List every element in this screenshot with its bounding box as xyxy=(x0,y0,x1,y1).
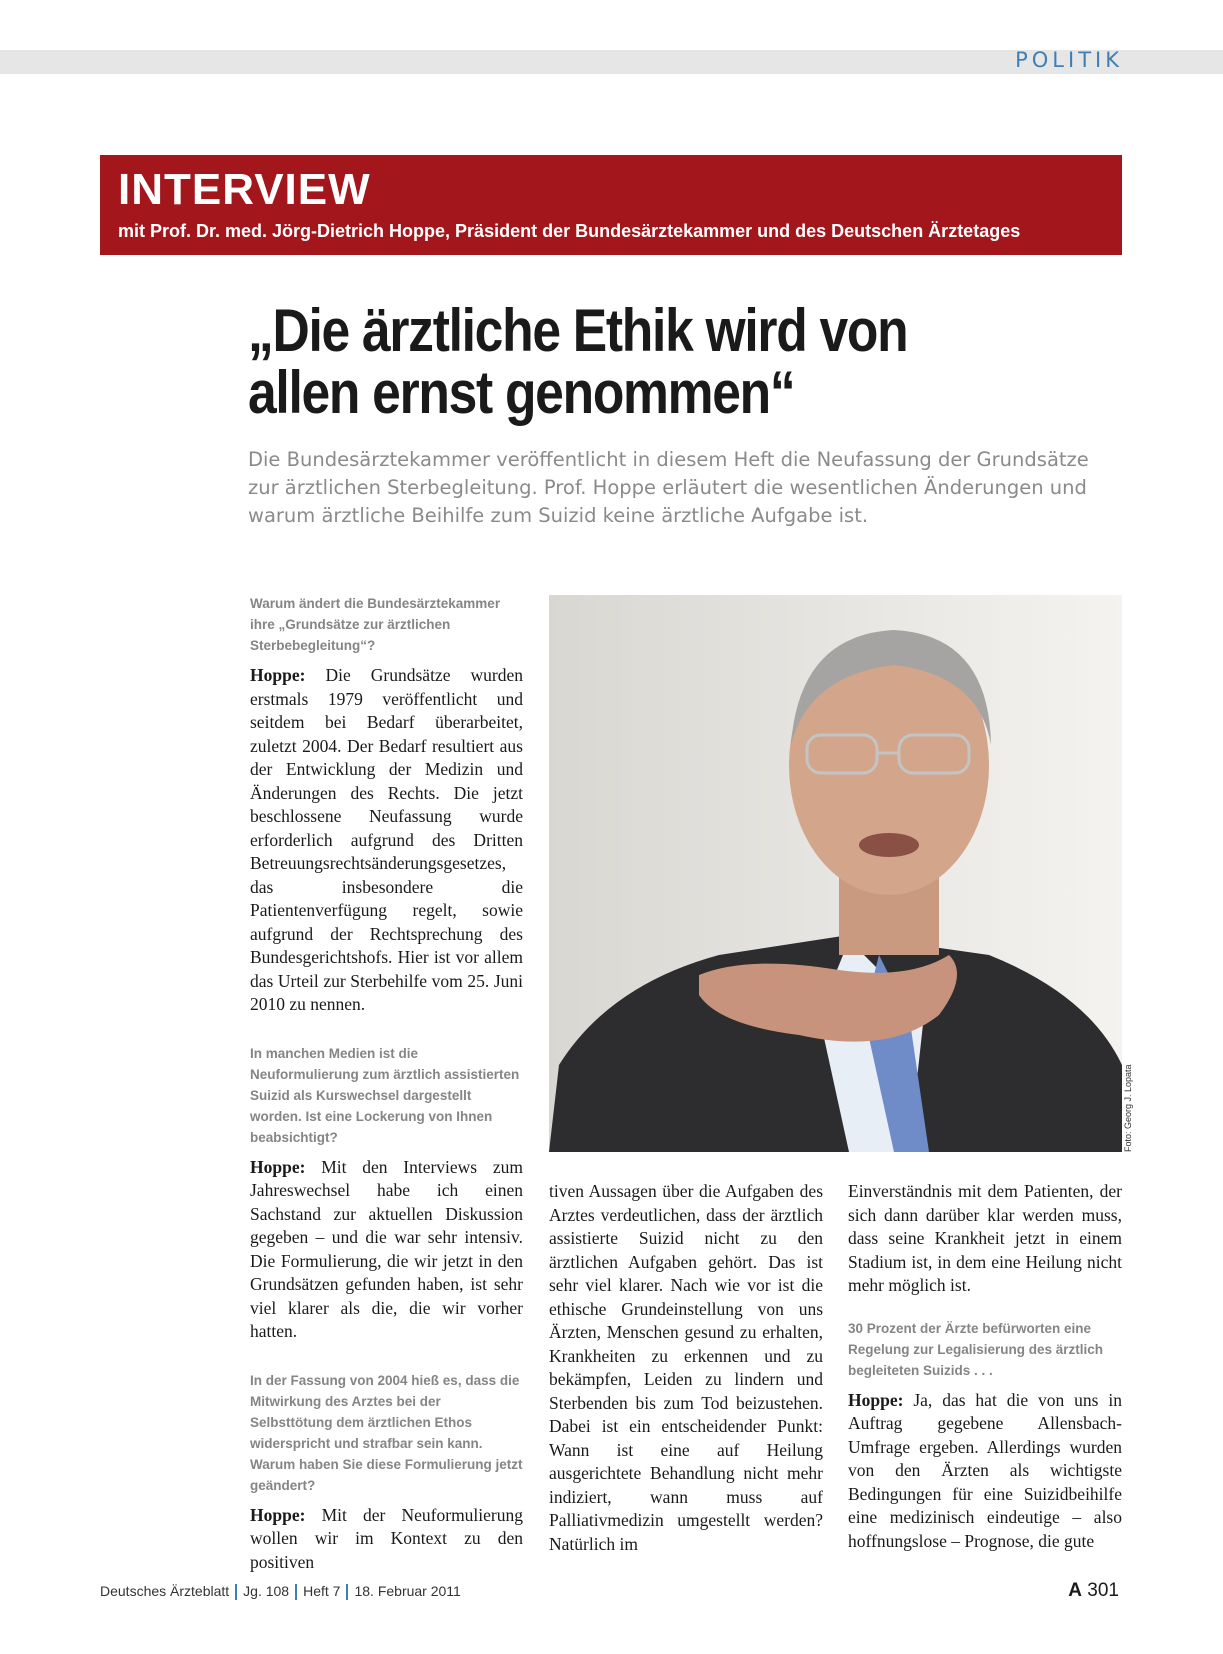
journal-date: 18. Februar 2011 xyxy=(354,1583,461,1599)
portrait-illustration xyxy=(549,595,1122,1152)
question-3: In der Fassung von 2004 hieß es, dass die Mitwirkung des Arztes bei der Selbsttötung dem ärztlichen Ethos widerspricht und strafbar sein kann. Warum haben Sie diese Formulierung jetzt geändert? xyxy=(250,1372,523,1493)
banner-title: INTERVIEW xyxy=(118,165,371,214)
speaker-label: Hoppe: xyxy=(250,665,306,685)
question-4: 30 Prozent der Ärzte befürworten eine Regelung zur Legalisierung des ärztlich begleiteten Suizids . . . xyxy=(848,1320,1104,1378)
footer-separator xyxy=(346,1584,348,1600)
journal-volume: Jg. 108 xyxy=(243,1583,290,1599)
column-1 xyxy=(250,593,523,1574)
answer-4 xyxy=(848,1389,1122,1554)
article-headline: „Die ärztliche Ethik wird von allen ernst genommen“ xyxy=(248,297,908,426)
column-2 xyxy=(549,1180,823,1556)
column-3-text: Einverständnis mit dem Patienten, der sich dann darüber klar werden muss, dass seine Krankheit jetzt in einem Stadium ist, in dem eine Heilung nicht mehr möglich ist. xyxy=(848,1181,1122,1295)
speaker-label: Hoppe: xyxy=(250,1156,306,1177)
answer-3 xyxy=(250,1504,523,1575)
answer-text: Mit den Interviews zum Jahreswechsel habe ich einen Sachstand zur aktuellen Diskussion gegeben – und die war sehr intensiv. Die Formulierung, die wir jetzt in den Grundsätzen gefunden haben, ist sehr viel klarer als die, die wir vorher hatten. xyxy=(250,1156,523,1341)
answer-1 xyxy=(250,664,523,1017)
journal-name: Deutsches Ärzteblatt xyxy=(100,1583,230,1599)
question-1: Warum ändert die Bundesärztekammer ihre „Grundsätze zur ärztlichen Sterbebegleitung“? xyxy=(250,596,501,653)
article-lead: Die Bundesärztekammer veröffentlicht in diesem Heft die Neufassung der Grundsätze zur ärztlichen Sterbegleitung. Prof. Hoppe erläutert die wesentlichen Änderungen und warum ärztliche Beihilfe zum Suizid keine ärztliche Aufgabe ist. xyxy=(248,448,1089,527)
banner-subtitle: mit Prof. Dr. med. Jörg-Dietrich Hoppe, Präsident der Bundesärztekammer und des Deutschen Ärztetages xyxy=(118,221,1021,241)
footer-citation xyxy=(100,1583,461,1600)
interview-banner xyxy=(100,155,1122,255)
footer-separator xyxy=(295,1584,297,1600)
section-label: POLITIK xyxy=(1015,48,1123,72)
page-number-value: 301 xyxy=(1087,1580,1119,1601)
question-2: In manchen Medien ist die Neuformulierung zum ärztlich assistierten Suizid als Kurswechsel dargestellt worden. Ist eine Lockerung von Ihnen beabsichtigt? xyxy=(250,1045,520,1145)
column-3 xyxy=(848,1180,1122,1553)
journal-issue: Heft 7 xyxy=(303,1583,341,1599)
answer-text: Die Grundsätze wurden erstmals 1979 veröffentlicht und seitdem bei Bedarf überarbeitet, zuletzt 2004. Der Bedarf resultiert aus der Entwicklung der Medizin und Änderungen des Rechts. Die jetzt beschlossene Neufassung wurde erforderlich aufgrund des Dritten Betreuungsrechtsänderungsgesetzes, das insbesondere die Patientenverfügung regelt, sowie aufgrund der Rechtsprechung des Bundesgerichtshofs. Hier ist vor allem das Urteil zur Sterbehilfe vom 25. Juni 2010 zu nennen. xyxy=(250,665,523,1014)
answer-text: Ja, das hat die von uns in Auftrag gegebene Allensbach-Umfrage ergeben. Allerdings wurden von den Ärzten als wichtigste Bedingungen für eine Suizidbeihilfe eine medizinisch eindeutige – also hoffnungslose – Prognose, die gute xyxy=(848,1389,1122,1551)
speaker-label: Hoppe: xyxy=(848,1389,904,1410)
column-2-text: tiven Aussagen über die Aufgaben des Arztes verdeutlichen, dass der ärztlich assistierte Suizid nicht zu den ärztlichen Aufgaben gehört. Das ist sehr viel klarer. Nach wie vor ist die ethische Grundeinstellung von uns Ärzten, Menschen gesund zu erhalten, Krankheiten zu erkennen und zu bekämpfen, Leiden zu lindern und Sterbenden bis zum Tod beizustehen. Dabei ist ein entscheidender Punkt: Wann ist eine auf Heilung ausgerichtete Behandlung nicht mehr indiziert, wann muss auf Palliativmedizin umgestellt werden? Natürlich im xyxy=(549,1181,823,1554)
answer-2 xyxy=(250,1156,523,1344)
photo-credit: Foto: Georg J. Lopata xyxy=(1123,1064,1133,1152)
page-prefix: A xyxy=(1068,1580,1083,1601)
portrait-photo xyxy=(549,595,1122,1152)
page-number xyxy=(1068,1580,1119,1602)
answer-text: Mit der Neuformulierung wollen wir im Kontext zu den positiven xyxy=(250,1504,523,1572)
footer-separator xyxy=(235,1584,237,1600)
speaker-label: Hoppe: xyxy=(250,1504,306,1525)
